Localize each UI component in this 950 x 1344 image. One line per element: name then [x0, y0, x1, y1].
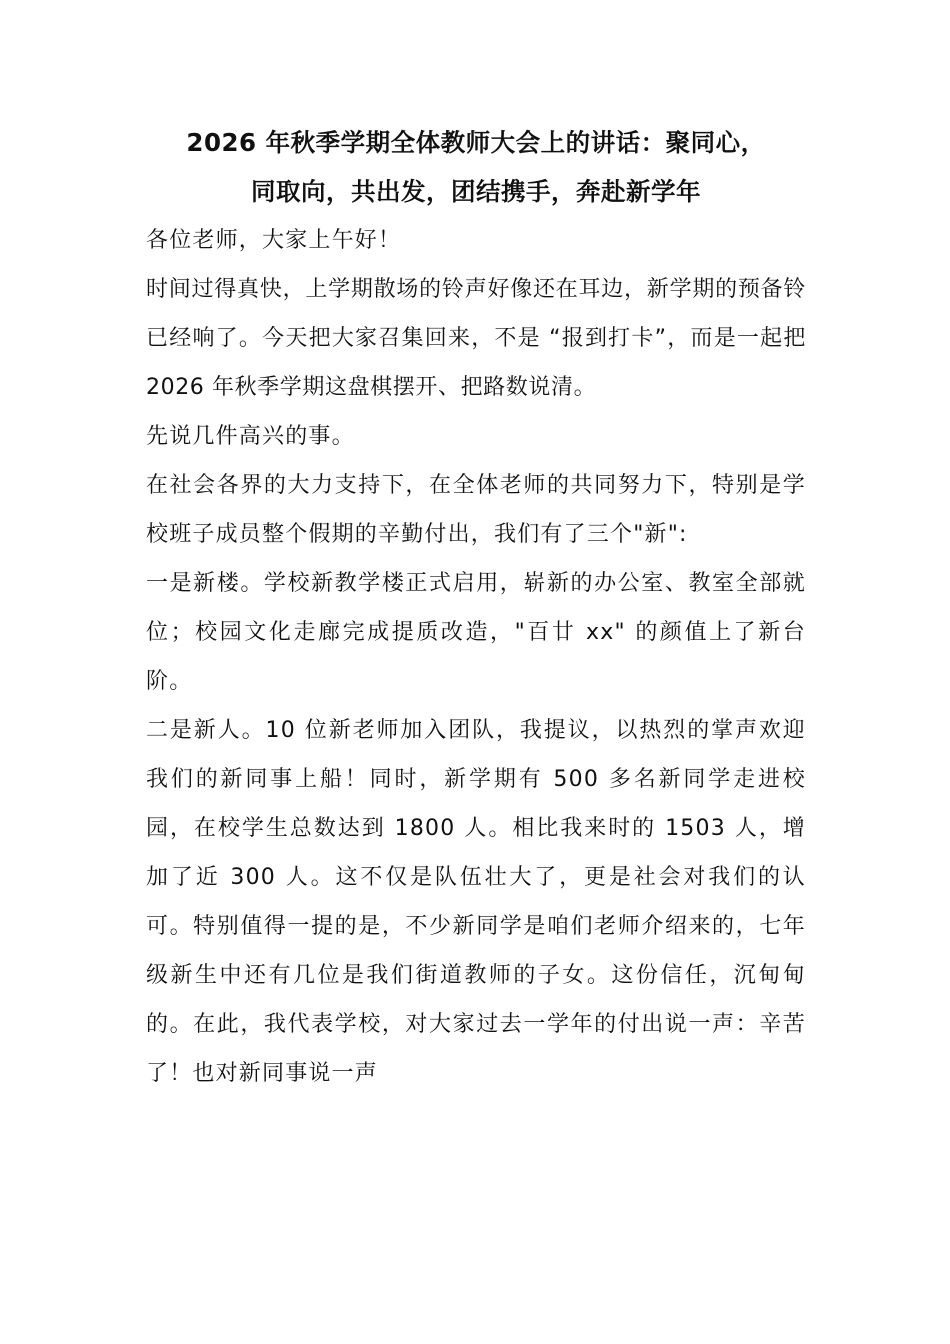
title-line-1: 2026 年秋季学期全体教师大会上的讲话：聚同心， — [186, 128, 766, 157]
paragraph-good-news: 先说几件高兴的事。 — [146, 424, 355, 449]
paragraph-three-new: 在社会各界的大力支持下，在全体老师的共同努力下，特别是学校班子成员整个假期的辛勤付出，我们有了三个"新": — [146, 473, 806, 547]
document-body — [146, 118, 806, 1098]
paragraph-new-building: 一是新楼。学校新教学楼正式启用，崭新的办公室、教室全部就位；校园文化走廊完成提质改造，"百廿 xx" 的颜值上了新台阶。 — [146, 571, 806, 694]
title-line-2: 同取向，共出发，团结携手，奔赴新学年 — [251, 177, 701, 206]
paragraph-opening: 时间过得真快，上学期散场的铃声好像还在耳边，新学期的预备铃已经响了。今天把大家召集回来，不是 “报到打卡”，而是一起把 2026 年秋季学期这盘棋摆开、把路数说清。 — [146, 277, 806, 400]
paragraph-new-people: 二是新人。10 位新老师加入团队，我提议，以热烈的掌声欢迎我们的新同事上船！同时，新学期有 500 多名新同学走进校园，在校学生总数达到 1800 人。相比我来时的 1503 人，增加了近 300 人。这不仅是队伍壮大了，更是社会对我们的认可。特别值得一提的是，不少新同学是咱们老师介绍来的，七年级新生中还有几位是我们街道教师的子女。这份信任，沉甸甸的。在此，我代表学校，对大家过去一学年的付出说一声：辛苦了！也对新同事说一声 — [146, 718, 806, 1086]
paragraph-greeting: 各位老师，大家上午好！ — [146, 228, 402, 253]
document-title — [146, 118, 806, 216]
